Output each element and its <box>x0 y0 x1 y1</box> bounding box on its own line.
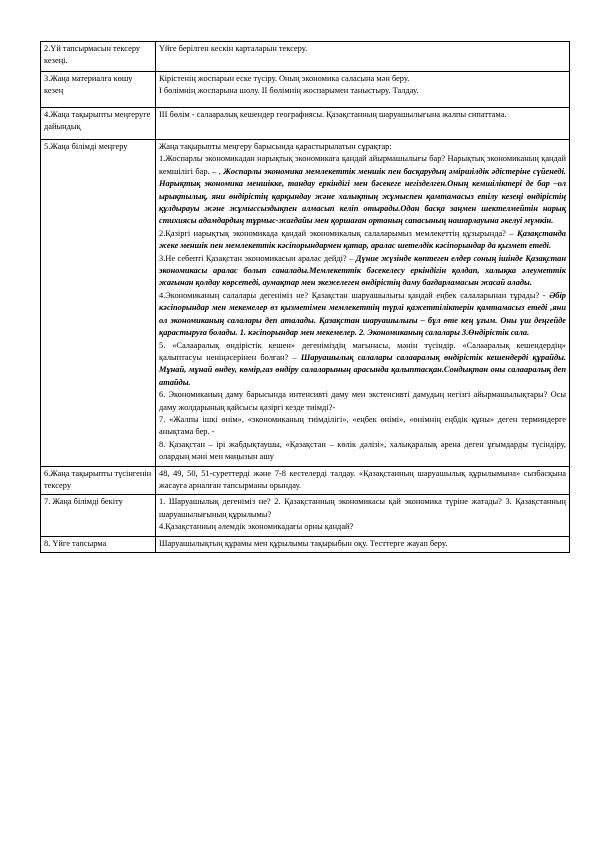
content-paragraph: 4.Қазақстанның әлемдік экономикадағы орны қандай? <box>159 522 354 532</box>
question-text: 4.Экономиканың салалары дегеніміз не? Қазақстан шаруашылығы қандай еңбек салаларынан тұрады? - <box>159 290 546 300</box>
table-row <box>41 140 570 467</box>
table-row <box>41 72 570 108</box>
answer-text: Шаруашылық салалары салааралық өндірістік кешендерді құрайды. Мұнай, мұнай өндеу, көмір,газ өндіру салаларының арасында қалыптасқан.Сондықтан оны салааралық деп атайды. <box>159 352 566 387</box>
stage-content <box>156 466 570 495</box>
stage-label: 4.Жаңа тақырыпты меңгеруге дайындық <box>41 108 156 140</box>
lesson-plan-page <box>40 41 570 553</box>
question-text: 3.Не себепті Қазақстан экономикасын аралас дейді? – <box>159 253 354 263</box>
content-paragraph <box>159 253 566 290</box>
content-paragraph: Шаруашылықтың құрамы мен құрылымы тақырыбын оқу. Тесттерге жауап беру. <box>159 538 448 548</box>
content-paragraph <box>159 389 566 414</box>
stage-label: 8. Үйге тапсырма <box>41 536 156 552</box>
question-text: Жаңа тақырыпты меңгеру барысында қарастырылатын сұрақтар: <box>159 142 392 151</box>
question-text: 5. «Салааралық өндірістік кешен» дегеніміздің мағынасы, мәнін түсіндір. «Салааралық кешендердің» қалыптасуы неніңәсерінен болған? – <box>159 340 566 362</box>
content-paragraph: 48, 49, 50, 51-суреттерді және 7-8 кестелерді талдау. «Қазақстанның шаруашылық құрылымына» сызбасқына жасауға арналған тапсырманы орындау. <box>159 468 566 490</box>
answer-text: Жоспарлы экономика мемлекеттік меншік пен басқарудың әміршілдік әдістеріне сүйенеді. Нарықтық экономика меншікке, тандау еркіндігі мен бәсекеге негізделген.Оның кемшіліктері де бар –ол ырықтылық, яни өндірістің қарқындау және халықтың жұмыспен қамтамасыз етілу кезеңі өндірістің құлдырауы және жұмыссыздықпен алмасып келіп отырады.Одан басқа заңмен шектелмейтін нарық стихиясы адамдардың тұрмыс-жағдайы мен қоршаған ортаның сапасының нашарлауына әкелуі мүмкін. <box>159 166 566 226</box>
question-text: 6. Экономиканың даму барысында интенсивті даму мен экстенсивті дамудың негізгі айырмашылықтары? Осы даму жолдарының қайсысы қазіргі кезде тиімді?- <box>159 390 566 412</box>
table-row <box>41 536 570 552</box>
content-paragraph <box>159 141 566 153</box>
stage-label: 6.Жаңа тақырыпты түсінгенін тексеру <box>41 466 156 495</box>
question-text: 2.Қазіргі нарықтық экономикада қандай экономикалық салаларымыз мемлекеттің құзырында? – <box>159 228 514 238</box>
stage-content <box>156 72 570 108</box>
stage-content <box>156 536 570 552</box>
content-paragraph: 1. Шаруашылық дегеніміз не? 2. Қазақстанның экономикасы қай экономика түріне жатады? 3. Қазақстанның шаруашылығының құрылымы? <box>159 497 566 519</box>
table-row <box>41 466 570 495</box>
stage-label: 5.Жаңа білімді меңгеру <box>41 140 156 467</box>
question-text: 8. Қазақстан – ірі жабдықтаушы, «Қазақстан – көлік дәлізі», халықаралық арена деген ұғымдарды түсіндіру, олардың мәні мен маңызын ашу <box>159 439 566 462</box>
stage-label: 2.Үй тапсырмасын тексеру кезеңі. <box>41 42 156 72</box>
content-paragraph <box>159 414 566 439</box>
stage-content <box>156 140 570 467</box>
answer-text: Қазақстанда жеке меншік пен мемлекеттік кәсіпорындармен қатар, аралас шетелдік кәсіпорындар да қызмет етеді. <box>159 228 566 251</box>
stage-content <box>156 108 570 140</box>
stage-label: 7. Жаңа білімді бекіту <box>41 495 156 536</box>
content-paragraph <box>159 153 566 227</box>
content-paragraph <box>159 340 566 390</box>
content-paragraph: ІІІ бөлім - салааралық кешендер географиясы. Қазақстанның шаруашылығына жалпы сипаттама. <box>159 110 507 119</box>
table-row <box>41 42 570 72</box>
stage-label: 3.Жаңа материалға көшу кезең <box>41 72 156 108</box>
content-paragraph: Үйге берілген кескін карталарын тексеру. <box>159 44 308 53</box>
answer-text: Әбір кәсіпорындар мен мекемелер өз қызметімен мемлекеттің түрлі қажеттіліктерін қамтамасыз етеді ,яни ол экономиканың салалары деп аталады. Қазақстан шаруашылығы – бұл өте кең ұғым. Оны үш деңгейде қарастыруға болады. 1. кәсіпорындар мен мекемелер. 2. Экономиканың салалары 3.Өндірістік сала. <box>159 290 566 338</box>
answer-text: Дүние жүзінде көптеген елдер соның ішінде Қазақстан экономикасы аралас болып саналады.Мемлекеттік бәсекелесу еркіндігін қолдап, халықка әлеуметтік жағынан қолдау көрсетеді, аумақтар мен экежелеген өндірістің даму бағдарламасын жасай алады. <box>159 253 566 288</box>
stage-content <box>156 42 570 72</box>
table-row <box>41 495 570 536</box>
question-text: 1.Жоспарлы экономикадан нарықтық экономикаға қандай айырмашылығы бар? Нарықтық экономиканың қандай кемшілігі бар. – , <box>159 154 566 176</box>
table-row <box>41 108 570 140</box>
content-paragraph: Кірістенің жоспарын еске түсіру. Оның экономика саласына мән беру. <box>159 74 410 83</box>
content-paragraph <box>159 439 566 464</box>
lesson-stages-table <box>40 41 570 553</box>
question-text: 7. «Жалпы ішкі өнім», «экономиканың тиімділігі», «еңбек өнімі», «өнімнің еңбдік құны» деген терминдерге анықтама бер. - <box>159 414 566 437</box>
stage-content <box>156 495 570 536</box>
content-paragraph <box>159 290 566 340</box>
content-paragraph <box>159 228 566 253</box>
content-paragraph: І бөлімнің жоспарына шолу. ІІ бөлімнің жоспарымен таныстыру. Талдау. <box>159 86 419 96</box>
